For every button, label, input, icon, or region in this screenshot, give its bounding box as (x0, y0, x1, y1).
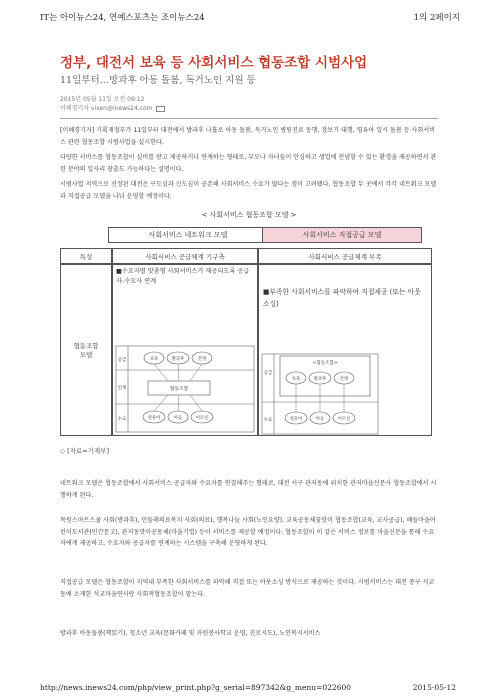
paragraph-1: [이혜경기자] 기획재정부가 11일부터 대전에서 방과후 나홀로 아동 돌봄, 독거노인 병원진료 동행, 장보기 대행, 영유아 일시 돌봄 등 사회서비스 관련 협동조합 시범사업을 실시한다. (60, 127, 436, 146)
network-supply-node: 간병 (197, 357, 207, 362)
article-title: 정부, 대전서 보육 등 사회서비스 협동조합 시범사업 (60, 55, 368, 71)
paragraph-6: 직접공급 모델은 협동조합이 지역내 부족한 사회서비스를 파악해 직접 또는 아웃소싱 방식으로 제공하는 것이다. 시범서비스는 대전 중구 석교동에 소재한 석교마을연사랑 사회적협동조합이 맡는다. (60, 579, 435, 598)
network-supply-node: 보육 (149, 357, 159, 362)
paragraph-3: 시범사업 지역으로 선정된 대전은 구도심과 신도심이 공존해 사회서비스 수요가 많다는 점이 고려됐다. 협동조합 두 곳에서 각각 네트워크 모델과 직접공급 모델을 나눠 운영할 예정이다. (60, 181, 437, 200)
direct-row-supply: 공급 (263, 371, 273, 376)
paragraph-2: 다양한 서비스를 협동조합이 실비를 받고 제공하거나 연계하는 형태로, 부모나 자녀들이 안심하고 생업에 전념할 수 있는 환경을 제공하면서 관련 분야의 일자리 창출도 가능하다는 설명이다. (60, 154, 437, 173)
network-model-header: 사회서비스 네트워크 모델 (108, 227, 268, 243)
article-subtitle: 11일부터…방과후 아동 돌봄, 독거노인 지원 등 (60, 75, 256, 86)
network-row-link: 연계 (117, 386, 127, 391)
print-header (40, 11, 460, 23)
paragraph-7: 방과후 아동돌봄(책읽기), 청소년 교육(문화카페 및 자원봉사학교 운영, 진로지도), 노인복지서비스 (60, 630, 321, 637)
paragraph-4: 네트워크 모델은 협동조합에서 사회서비스 공급자와 수요자를 연결해주는 형태로, 대전 서구 관저동에 위치한 관저마을신문사 협동조합에서 시행하게 된다. (60, 480, 437, 499)
network-row-supply: 공급 (117, 358, 127, 363)
direct-characteristic: 사회서비스 공급체계 부족 (258, 248, 432, 264)
direct-supply-node: 방과후 (313, 377, 327, 382)
row-label-line2: 모델 (79, 351, 93, 359)
network-demand-node: 아동 (173, 416, 183, 421)
network-diagram (116, 346, 254, 432)
figure-caption: ◇ [자료=기재부] (60, 447, 109, 455)
row-label-line1: 협동조합 (73, 342, 99, 350)
network-coop-label: 협동조합 (169, 387, 189, 392)
direct-description: ■부족한 사회서비스를 파악하여 직접제공 (또는 아웃소싱) (263, 288, 421, 308)
header-page-number: 1의 2페이지 (413, 13, 460, 23)
divider (60, 118, 438, 119)
header-site-name: IT는 아이뉴스24, 연예스포츠는 조이뉴스24 (40, 13, 205, 23)
network-row-demand: 수요 (117, 417, 127, 422)
row-label-characteristic: 특성 (60, 248, 112, 264)
direct-demand-node: 아동 (315, 417, 325, 422)
direct-supply-node: 간병 (339, 377, 349, 382)
direct-diagram (262, 354, 378, 434)
network-characteristic: 사회서비스 공급체계 기구축 (112, 248, 258, 264)
article-byline: 이혜경기자 vixen@inews24.com (60, 105, 153, 112)
network-demand-node: 어르신 (195, 416, 209, 421)
network-demand-node: 영유아 (147, 416, 161, 421)
paragraph-5: 목원스마트스쿨 사회(방과후), 민들레의료복지 사회(의료), 행복나눔 사회(노인요양), 교육공동체꿈앗이 협동조합(교육, 교사공급), 해들마을어린이도서관(민간문고), 관저동맛이공동체(마을기업) 등이 서비스를 제공할 예정이다. 협동조합이 이 같은 서비스 정보를 마을신문을 통해 수요자에게 제공하고, 수요자와 공급자를 연계하는 시스템을 구축해 운영하게 된다. (60, 517, 436, 547)
article-meta (60, 95, 165, 113)
figure-title: < 사회서비스 협동조합 모델 > (201, 211, 297, 219)
direct-supply-node: 보육 (291, 377, 301, 382)
network-description: ■수요자별 맞춤형 사회서비스가 제공되도록 공급자-수요자 연계 (116, 268, 250, 285)
direct-coop-label: <협동조합> (312, 361, 338, 366)
footer-url: http://news.inews24.com/php/view_print.php?g_serial=897342&g_menu=022600 (40, 683, 352, 692)
direct-row-demand: 수요 (263, 418, 273, 423)
model-diagram (58, 224, 436, 446)
mail-icon[interactable] (156, 106, 165, 112)
direct-demand-node: 어르신 (337, 417, 351, 422)
network-supply-node: 방과후 (171, 357, 185, 362)
coop-model-figure (58, 224, 436, 446)
footer-date: 2015-05-12 (412, 683, 456, 692)
article-date: 2015년 05월 11일 오전 09:12 (60, 96, 145, 103)
direct-model-header: 사회서비스 직접공급 모델 (262, 227, 422, 243)
direct-demand-node: 영유아 (289, 417, 303, 422)
